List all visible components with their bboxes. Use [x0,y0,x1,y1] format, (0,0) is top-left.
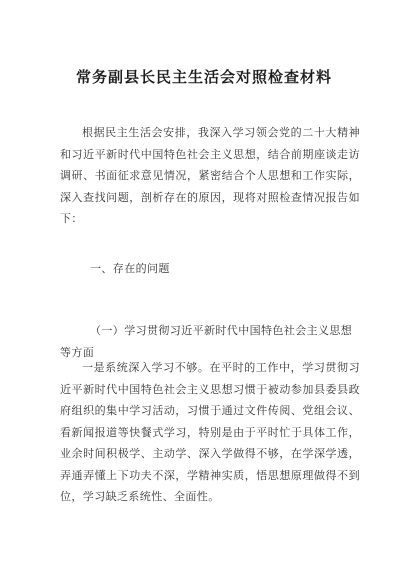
body-paragraph: 一是系统深入学习不够。在平时的工作中，学习贯彻习近平新时代中国特色社会主义思想习惯于被动参加县委县政府组织的集中学习活动，习惯于通过文件传阅、党组会议、看新闻报道等快餐式学习，特别是由于平时忙于具体工作，业余时间积极学、主动学、深入学做得不够，在学深学透，弄通弄懂上下功夫不深，学精神实质，悟思想原理做得不到位，学习缺乏系统性、全面性。 [60,361,360,503]
document-title: 常务副县长民主生活会对照检查材料 [75,68,332,86]
intro-paragraph: 根据民主生活会安排，我深入学习领会党的二十大精神和习近平新时代中国特色社会主义思想，结合前期座谈走访调研、书面征求意见情况，紧密结合个人思想和工作实际，深入查找问题，剖析存在的原因，现将对照检查情况报告如下： [60,126,360,225]
subsection-heading-continued: 等方面 [60,346,95,359]
subsection-heading: （一）学习贯彻习近平新时代中国特色社会主义思想 [90,324,353,337]
section-heading: 一、存在的问题 [90,262,170,275]
